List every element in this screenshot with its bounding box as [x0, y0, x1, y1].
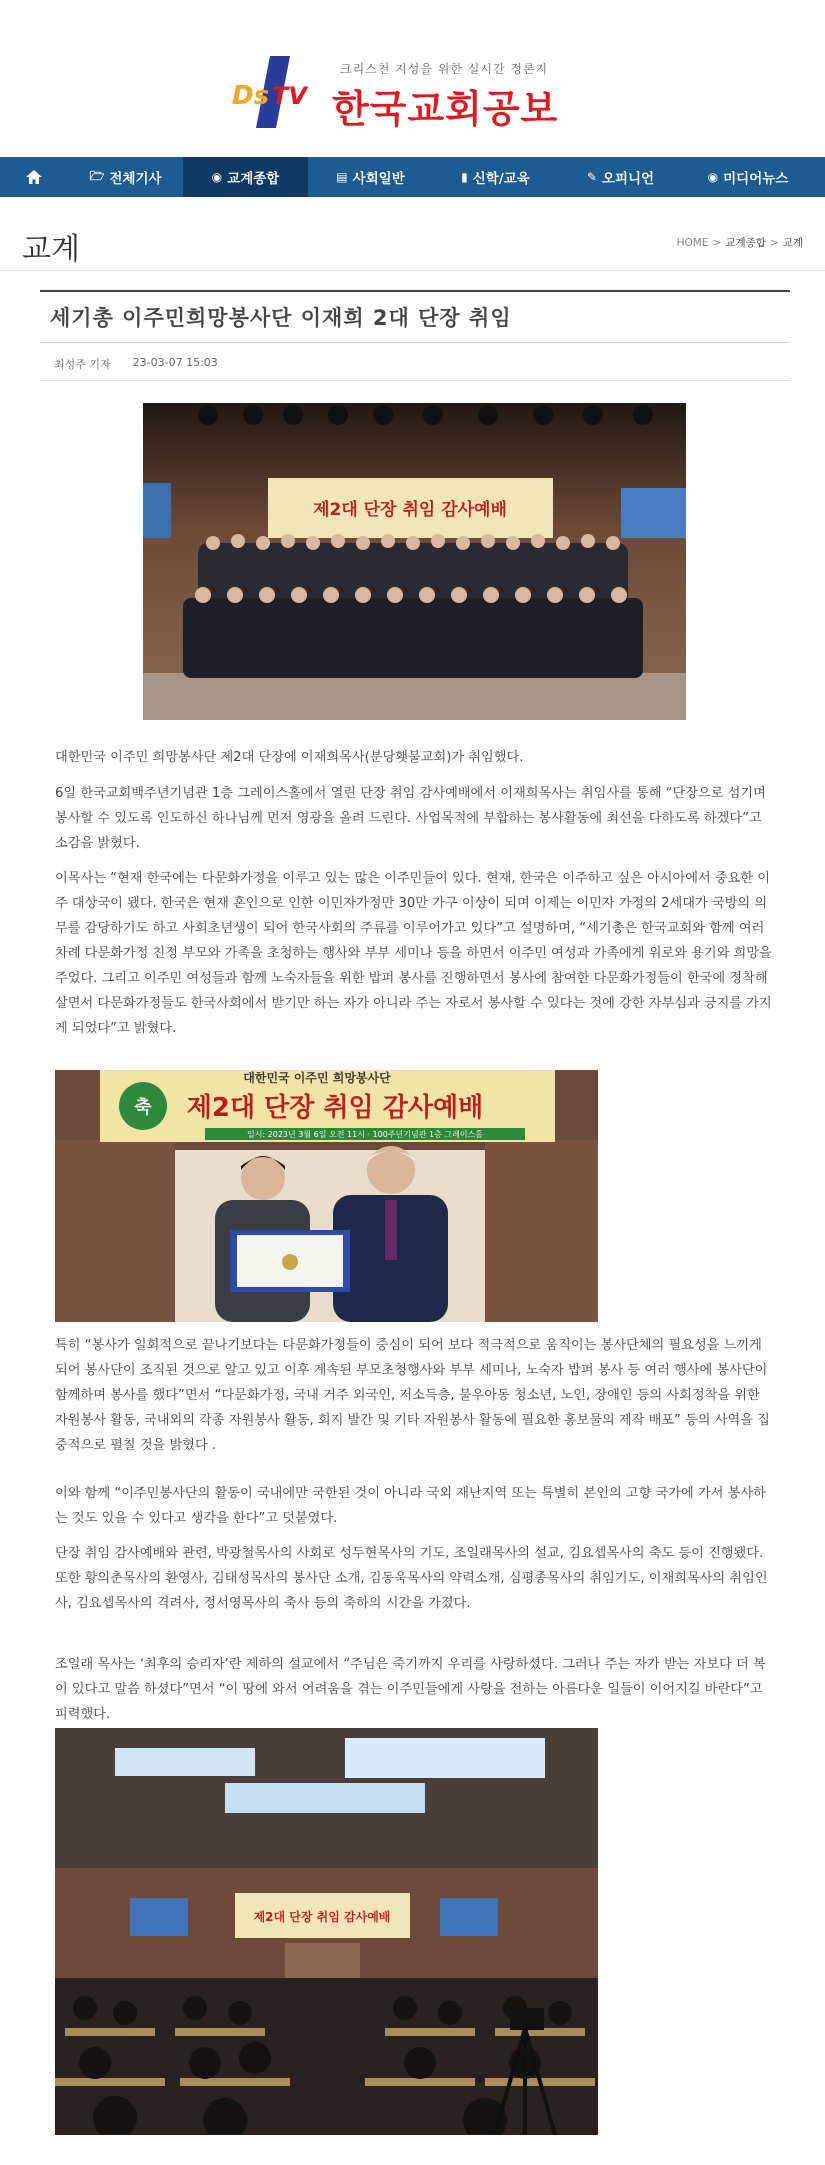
nav-item-label: 신학/교육 [472, 171, 530, 187]
newspaper-icon: ▤ [336, 170, 348, 184]
camera-icon: ◉ [707, 170, 719, 184]
nav-item-label: 전체기사 [109, 171, 162, 187]
article-photo-group [143, 403, 686, 720]
svg-text:TV: TV [272, 82, 307, 110]
photo-banner-top-text: 대한민국 이주민 희망봉사단 [243, 1071, 391, 1085]
article-paragraph: 이와 함께 “이주민봉사단의 활동이 국내에만 국한된 것이 아니라 국외 재난지역 또는 특별히 본인의 고향 국가에 가서 봉사하는 것도 있을 수 있다고 생각을 한다”고 덧붙였다. [55, 1486, 766, 1526]
breadcrumb-separator: > [769, 236, 779, 249]
nav-item-label: 사회일반 [352, 171, 405, 187]
nav-item-church-general[interactable] [183, 157, 308, 197]
divider [40, 290, 790, 292]
nav-item-label: 교계종합 [227, 171, 280, 187]
breadcrumb-section[interactable]: 교계종합 [725, 237, 766, 249]
article-paragraph: 특히 “봉사가 일회적으로 끝나기보다는 다문화가정들이 중심이 되어 보다 적극적으로 움직이는 봉사단체의 필요성을 느끼게 되어 봉사단이 조직된 것으로 알고 있고 이후 계속된 부모초청행사와 부부 세미나, 노숙자 밥퍼 봉사 등 여러 행사에 봉사단이 함께하며 봉사를 했다”면서 “다문화가정, 국내 거주 외국인, 저소득층, 불우아동 청소년, 노인, 장애인 등의 사회정착을 위한 자원봉사 활동, 국내외의 각종 자원봉사 활동, 회지 발간 및 기타 자원봉사 활동에 필요한 홍보물의 제작 배포” 등의 사역을 집중적으로 펼칠 것을 밝혔다 . [55, 1338, 770, 1453]
nav-item-opinion[interactable] [558, 157, 683, 197]
divider [40, 380, 790, 381]
globe-icon: ◉ [211, 170, 223, 184]
site-brand-name: 한국교회공보 [332, 87, 559, 131]
folder-icon: 🗁 [89, 168, 105, 183]
category-title: 교계 [22, 232, 80, 267]
article-paragraph: 조일래 목사는 ‘최후의 승리자’란 제하의 설교에서 “주님은 죽기까지 우리를 사랑하셨다. 그러나 주는 자가 받는 자보다 더 복이 있다고 말씀 하셨다”면서 “이 땅에 와서 어려움을 겪는 이주민들에게 사랑을 전하는 아름다운 일들이 이어지길 바란다”고 피력했다. [55, 1657, 766, 1722]
article-paragraph: 대한민국 이주민 희망봉사단 제2대 단장에 이재희목사(분당횃불교회)가 취임했다. [55, 750, 524, 765]
nav-item-all-articles[interactable] [68, 157, 183, 197]
breadcrumb-current[interactable]: 교계 [782, 237, 803, 249]
home-icon [26, 170, 42, 184]
site-logo[interactable] [232, 52, 562, 132]
article-title: 세기총 이주민희망봉사단 이재희 2대 단장 취임 [50, 306, 512, 330]
nav-item-theology[interactable] [433, 157, 558, 197]
nav-item-label: 미디어뉴스 [723, 171, 789, 187]
photo-banner-text: 제2대 단장 취임 감사예배 [313, 500, 507, 520]
divider [40, 342, 790, 343]
breadcrumb-home[interactable]: HOME [676, 236, 709, 249]
article-author: 최성주 기자 [54, 358, 111, 371]
svg-text:Ds: Ds [232, 81, 270, 111]
photo-banner-text: 제2대 단장 취임 감사예배 [253, 1910, 391, 1924]
photo-banner-text: 제2대 단장 취임 감사예배 [186, 1093, 484, 1123]
nav-item-label: 오피니언 [601, 171, 655, 187]
site-tagline: 크리스천 지성을 위한 실시간 정론지 [340, 62, 549, 76]
breadcrumb [677, 235, 803, 250]
edit-icon: ✎ [586, 170, 597, 184]
nav-home[interactable] [0, 157, 68, 197]
article-paragraph: 6일 한국교회백주년기념관 1층 그레이스홀에서 열린 단장 취임 감사예배에서 이재희목사는 취임사를 통해 “단장으로 섬기며 봉사할 수 있도록 인도하신 하나님께 먼저 영광을 올려 드린다. 사업목적에 부합하는 봉사활동에 최선을 다하도록 하겠다”고 소감을 밝혔다. [55, 786, 766, 851]
article-photo-congregation [55, 1728, 598, 2135]
site-header [0, 0, 825, 157]
article-paragraph: 이목사는 “현재 한국에는 다문화가정을 이루고 있는 많은 이주민들이 있다. 현재, 한국은 이주하고 싶은 아시아에서 중요한 이주 대상국이 됐다. 한국은 현재 혼인으로 인한 이민자가정만 30만 가구 이상이 되며 이제는 이민자 가정의 2세대가 국방의 의무를 감당하기도 하고 사회초년생이 되어 한국사회의 주류를 이루어가고 있다”고 설명하며, “세기총은 한국교회와 함께 여러 차례 다문화가정 친정 부모와 가족을 초청하는 행사와 부부 세미나 등을 하면서 이주민 여성과 가족에게 위로와 용기와 희망을 주었다. 그리고 이주민 여성들과 함께 노숙자들을 위한 밥퍼 봉사를 진행하면서 봉사에 참여한 다문화가정들이 한국에 정착해 살면서 다문화가정들도 한국사회에서 받기만 하는 자가 아니라 주는 자로서 봉사할 수 있다는 것에 강한 자부심과 긍지를 가지게 되었다”고 밝혔다. [55, 871, 772, 1036]
main-nav [0, 157, 825, 197]
article-datetime: 23-03-07 15:03 [132, 356, 218, 369]
breadcrumb-separator: > [712, 236, 722, 249]
photo-banner-sub-text: 일시: 2023년 3월 6일 오전 11시 · 100주년기념관 1층 그레이스홀 [246, 1130, 484, 1139]
article-meta [54, 356, 218, 372]
article-photo-certificate [55, 1070, 598, 1322]
article-paragraph: 단장 취임 감사예배와 관련, 박광철목사의 사회로 성두현목사의 기도, 조일래목사의 설교, 김요셉목사의 축도 등이 진행됐다. 또한 황의춘목사의 환영사, 김태성목사의 봉사단 소개, 김동욱목사의 약력소개, 심평종목사의 취임기도, 이재희목사의 취임인사, 김요셉목사의 격려사, 정서영목사의 축사 등의 축하의 시간을 가졌다. [55, 1546, 768, 1611]
nav-item-society[interactable] [308, 157, 433, 197]
divider [0, 270, 825, 271]
nav-item-media-news[interactable] [683, 157, 813, 197]
dstv-logo-mark [232, 56, 312, 128]
svg-text:축: 축 [134, 1097, 152, 1118]
book-icon: ▮ [461, 170, 468, 184]
